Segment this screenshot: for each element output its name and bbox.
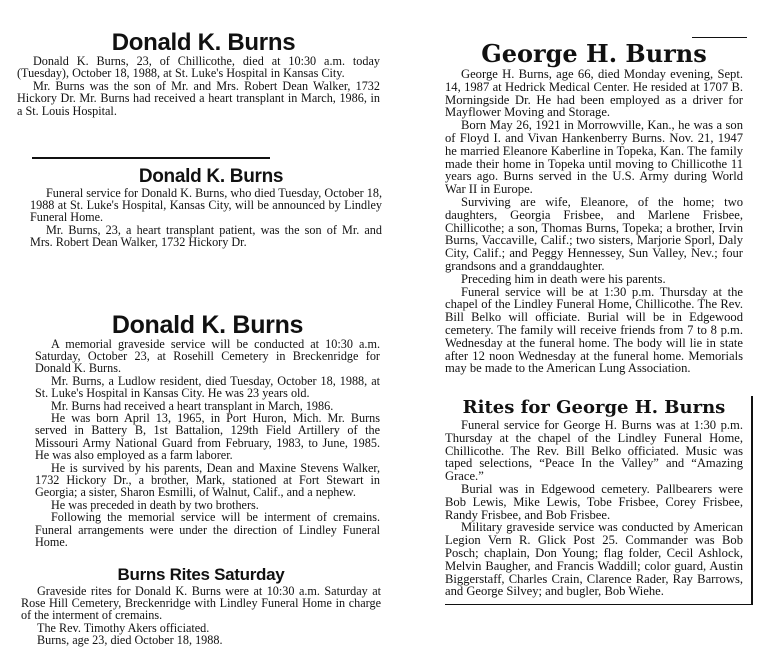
article-paragraph: Mr. Burns, 23, a heart transplant patient, was the son of Mr. and Mrs. Robert Dean Walker, 1732 Hickory Dr. — [30, 222, 382, 250]
article-title: Donald K. Burns — [111, 29, 296, 56]
article-title: Donald K. Burns — [111, 310, 304, 339]
article-paragraph: He was preceded in death by two brothers. — [51, 497, 259, 512]
article-paragraph: Military graveside service was conducted by American Legion Vern R. Glick Post 25. Commander was Bob Posch; chaplain, Don Young; flag folder, Cecil Ashlock, Melvin Baugher, and Francis Waddill; color guard, Austin Biggerstaff, Charles Crain, Clarence Rader, Ray Barrows, and George Silvey; and bugler, Bob Wiehe. — [445, 520, 743, 599]
article-paragraph: Burial was in Edgewood cemetery. Pallbearers were Bob Lewis, Mike Lewis, Tobe Frisbee, Corey Frisbee, Randy Frisbee, and Bob Frisbee. — [445, 481, 743, 522]
article-title: Burns Rites Saturday — [117, 564, 285, 584]
rites-for-george-burns — [445, 396, 753, 605]
article-paragraph: He is survived by his parents, Dean and Maxine Stevens Walker, 1732 Hickory Dr., a brother, Mark, stationed at Fort Stewart in Georgia; a sister, Sharon Esmilli, of Walnut, Calif., and a nephew. — [35, 460, 380, 500]
article-paragraph: Donald K. Burns, 23, of Chillicothe, died at 10:30 a.m. today (Tuesday), October 18, 1988, at St. Luke's Hospital in Kansas City. — [17, 54, 380, 81]
article-paragraph: Mr. Burns had received a heart transplant in March, 1986. — [51, 398, 334, 413]
article-title: George H. Burns — [481, 39, 707, 68]
article-paragraph: Born May 26, 1921 in Morrowville, Kan., he was a son of Floyd I. and Vivan Hankenberry Burns. Nov. 21, 1947 he married Eleanore Kaberline in Topeka, Kan. The family made their home in Topeka until moving to Chillicothe 11 years ago. Burns served in the U.S. Army during World War II in Europe. — [445, 118, 743, 197]
article-paragraph: Funeral service will be at 1:30 p.m. Thursday at the chapel of the Lindley Funeral Home, Chillicothe. The Rev. Bill Belko will officiate. Burial will be in Edgewood cemetery. The family will receive friends from 7 to 8 p.m. Wednesday at the funeral home. The body will lie in state after 12 noon Wednesday at the funeral home. Memorials may be made to the American Lung Association. — [445, 284, 743, 376]
article-paragraph: Mr. Burns was the son of Mr. and Mrs. Robert Dean Walker, 1732 Hickory Dr. Mr. Burns had received a heart transplant in March, 1986, in a St. Louis Hospital. — [17, 78, 380, 118]
obituary-donald-burns-1 — [17, 31, 380, 155]
left-column — [17, 0, 382, 647]
obituary-burns-rites-saturday — [21, 565, 381, 647]
article-paragraph: Following the memorial service will be interment of cremains. Funeral arrangements were under the direction of Lindley Funeral Home. — [35, 510, 380, 549]
divider-rule — [32, 157, 270, 159]
article-title: Rites for George H. Burns — [462, 397, 726, 418]
article-paragraph: Funeral service for George H. Burns was at 1:30 p.m. Thursday at the chapel of the Lindley Funeral Home, Chillicothe. The Rev. Bill Belko officiated. Music was taped selections, “Peace In the Valley” and “Amazing Grace.” — [445, 418, 743, 484]
article-title: Donald K. Burns — [138, 165, 284, 187]
article-paragraph: George H. Burns, age 66, died Monday evening, Sept. 14, 1987 at Hedrick Medical Center. He resided at 1707 B. Morningside Dr. He had been employed as a driver for Mayflower Moving and Storage. — [445, 67, 743, 120]
article-paragraph: Funeral service for Donald K. Burns, who died Tuesday, October 18, 1988 at St. Luke's Hospital, Kansas City, will be announced by Lindley Funeral Home. — [30, 185, 382, 225]
article-paragraph: Preceding him in death were his parents. — [461, 271, 666, 286]
article-paragraph: Surviving are wife, Eleanore, of the home; two daughters, Georgia Frisbee, and Marlene Frisbee, Chillicothe; a son, Thomas Burns, Topeka; a brother, Irvin Burns, Vaccaville, Calif.; two sisters, Marjorie Sporl, Daly City, Calif.; and Peggy Hennessey, Sun Valley, Nev.; four grandsons and a granddaughter. — [445, 194, 743, 273]
article-paragraph: Burns, age 23, died October 18, 1988. — [37, 633, 223, 648]
obituary-donald-burns-3 — [35, 312, 380, 562]
article-paragraph: He was born April 13, 1965, in Port Huron, Mich. Mr. Burns served in Battery B, 1st Battalion, 129th Field Artillery of the Missouri Army National Guard from February, 1983, to June, 1985. He was also employed as a farm laborer. — [35, 410, 380, 463]
article-paragraph: Mr. Burns, a Ludlow resident, died Tuesday, October 18, 1988, at St. Luke's Hospital in Kansas City. He was 23 years old. — [35, 373, 380, 401]
article-paragraph: The Rev. Timothy Akers officiated. — [37, 620, 210, 635]
right-column — [445, 0, 755, 605]
article-paragraph: A memorial graveside service will be conducted at 10:30 a.m. Saturday, October 23, at Rosehill Cemetery in Breckenridge for Donald K. Burns. — [35, 336, 380, 376]
obituary-george-burns — [445, 40, 743, 396]
obituary-donald-burns-2 — [30, 166, 382, 312]
article-paragraph: Graveside rites for Donald K. Burns were at 10:30 a.m. Saturday at Rose Hill Cemetery, Breckenridge with Lindley Funeral Home in charge of the interment of cremains. — [21, 583, 381, 623]
top-rule — [692, 37, 747, 38]
